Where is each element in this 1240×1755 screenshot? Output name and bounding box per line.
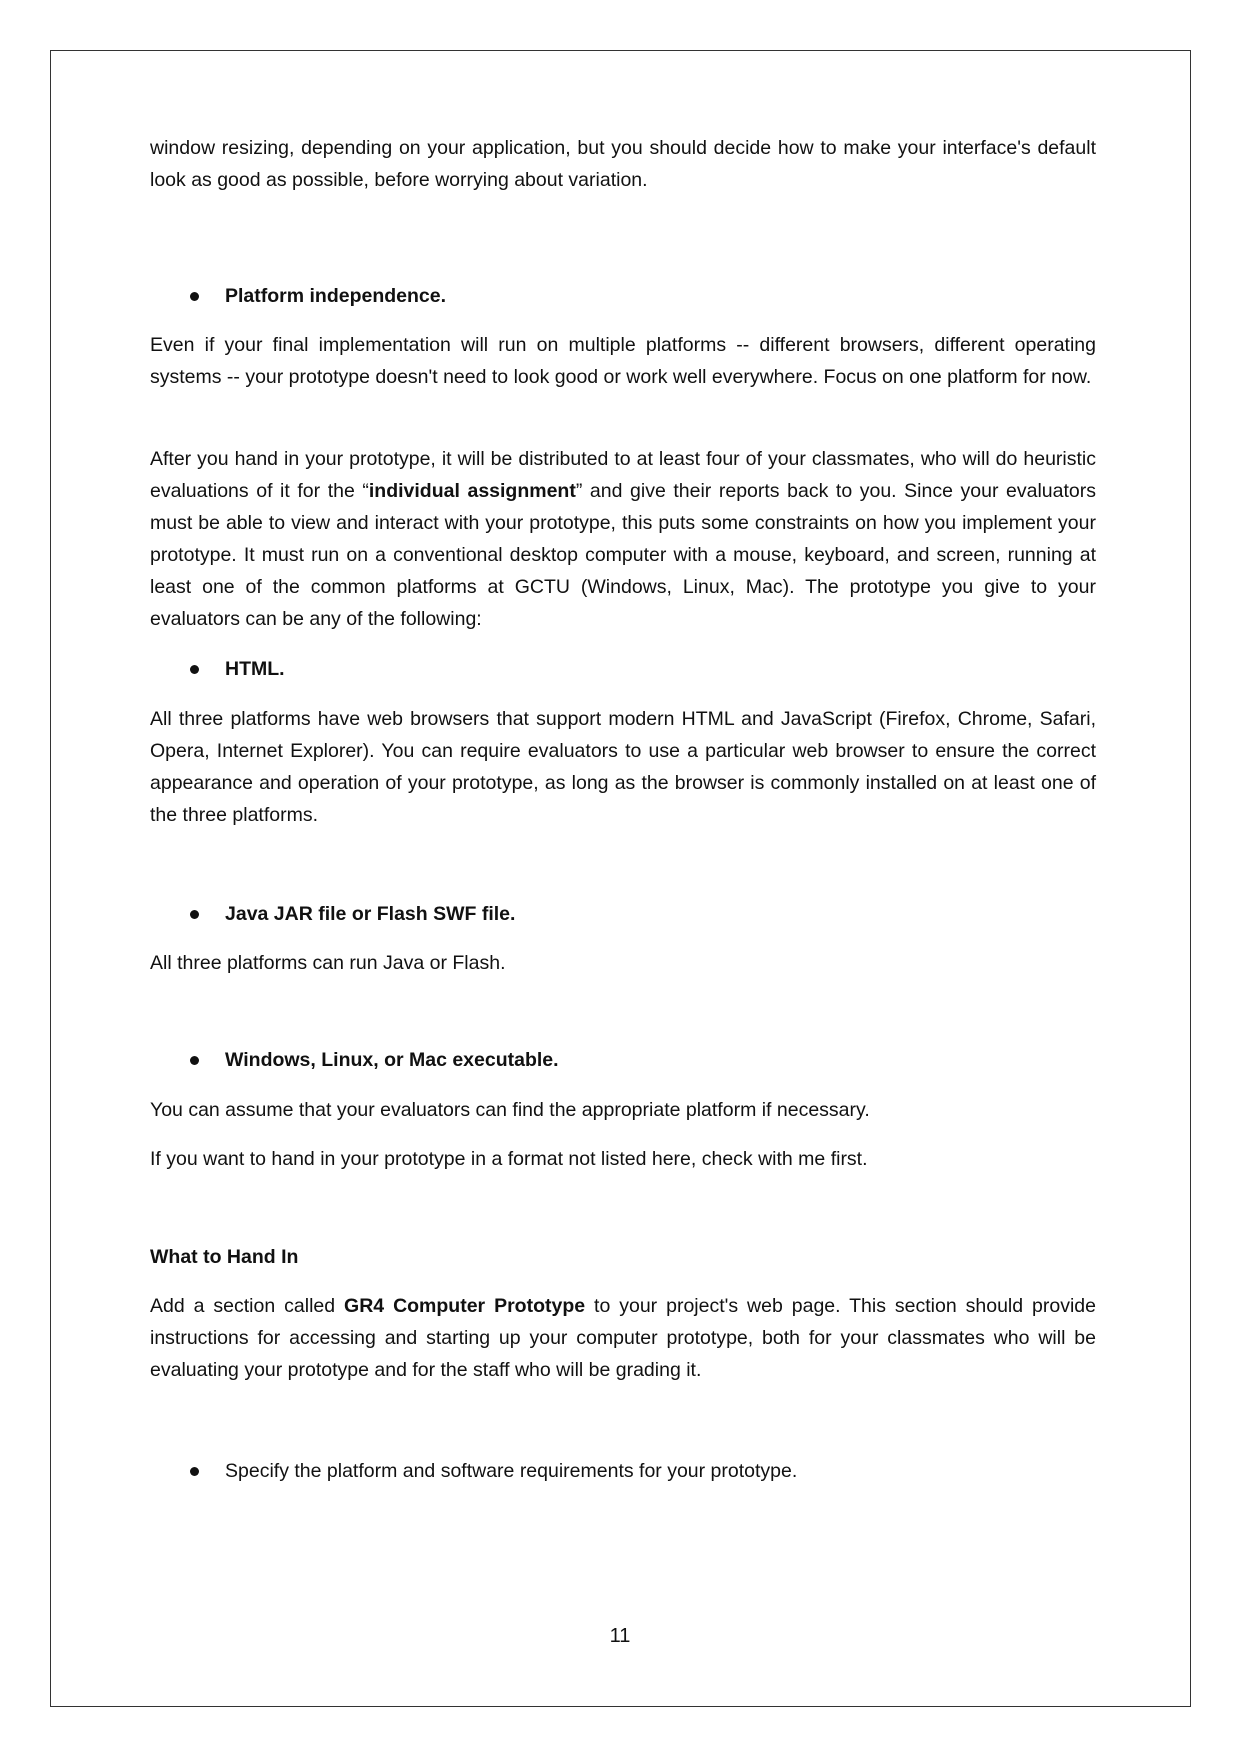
paragraph-after-hand-in: After you hand in your prototype, it will be distributed to at least four of your classmates, who will do heuristic evaluations of it for the “individual assignment” and give their reports back to you. Since your evaluators must be able to view and interact with your prototype, this puts some constraints on how you implement your prototype. It must run on a conventional desktop computer with a mouse, keyboard, and screen, running at least one of the common platforms at GCTU (Windows, Linux, Mac). The prototype you give to your evaluators can be any of the following:	[150, 448, 1096, 630]
paragraph-add-section: Add a section called GR4 Computer Prototype to your project's web page. This section should provide instructions for accessing and starting up your computer prototype, both for your classmates who will be evaluating your prototype and for the staff who will be grading it.	[150, 1295, 1096, 1381]
paragraph-platform-independence: Even if your final implementation will run on multiple platforms -- different browsers, different operating systems -- your prototype doesn't need to look good or work well everywhere. Focus on one platform for now.	[150, 334, 1096, 388]
bullet-dot-icon	[190, 1467, 199, 1476]
heading-what-to-hand-in: What to Hand In	[150, 1246, 299, 1268]
bullet-dot-icon	[190, 910, 199, 919]
paragraph-html: All three platforms have web browsers that support modern HTML and JavaScript (Firefox, Chrome, Safari, Opera, Internet Explorer). You can require evaluators to use a particular web browser to ensure the correct appearance and operation of your prototype, as long as the browser is commonly installed on at least one of the three platforms.	[150, 708, 1096, 826]
bullet-dot-icon	[190, 665, 199, 674]
paragraph-format: If you want to hand in your prototype in a format not listed here, check with me first.	[150, 1148, 868, 1170]
bullet-dot-icon	[190, 292, 199, 301]
paragraph-window-resizing: window resizing, depending on your application, but you should decide how to make your interface's default look as good as possible, before worrying about variation.	[150, 137, 1096, 191]
page-number: 11	[609, 1625, 631, 1647]
paragraph-executable: You can assume that your evaluators can find the appropriate platform if necessary.	[150, 1099, 870, 1121]
paragraph-java-flash: All three platforms can run Java or Flash.	[150, 952, 506, 974]
bullet-dot-icon	[190, 1056, 199, 1065]
